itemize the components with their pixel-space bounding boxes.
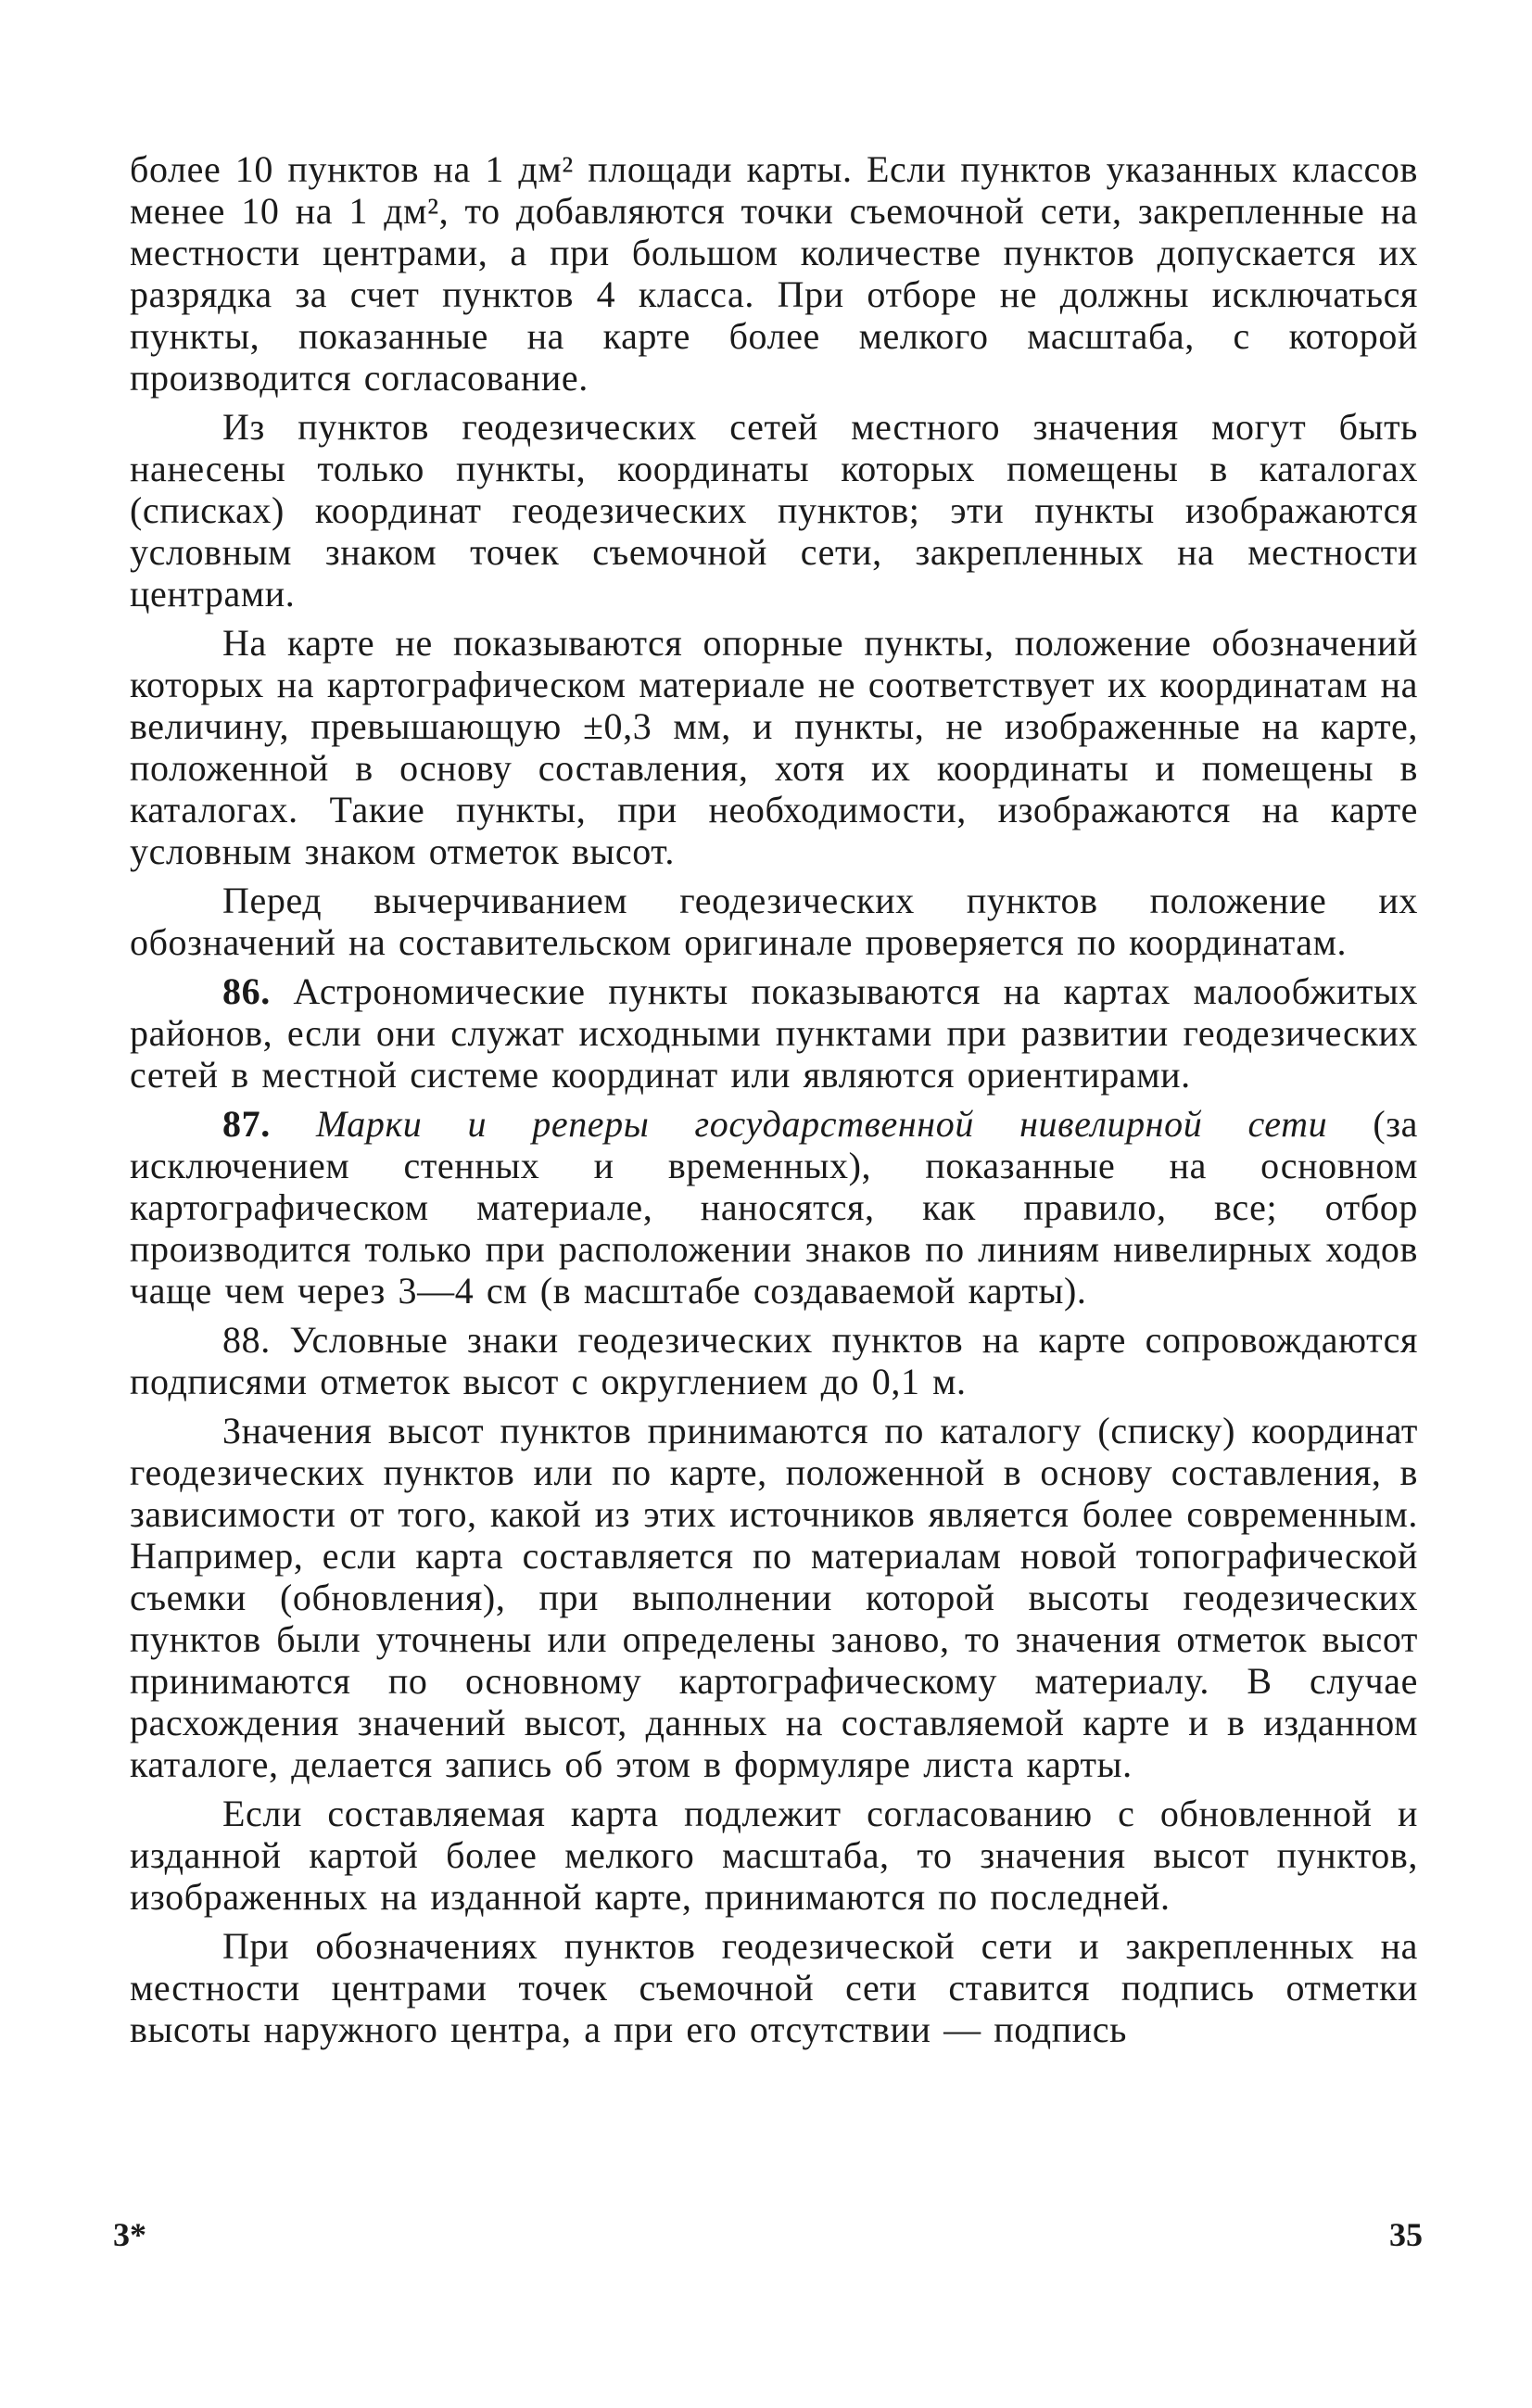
page-body [130, 148, 1418, 2058]
paragraph-8-text: Значения высот пунктов принимаются по каталогу (списку) координат геодезических пунктов или по карте, положенной в основу составления, в зависимости от того, какой из этих источников является более современным. Например, если карта составляется по материалам новой топографической съемки (обновления), при выполнении которой высоты геодезических пунктов были уточнены или определены заново, то значения отметок высот принимаются по основному картографическому материалу. В случае расхождения значений высот, данных на составляемой карте и в изданном каталоге, делается запись об этом в формуляре листа карты. [130, 1410, 1418, 1785]
section-86-text: Астрономические пункты показываются на картах малообжитых районов, если они служат исходными пунктами при развитии геодезических сетей в местной системе координат или являются ориентирами. [130, 970, 1418, 1096]
paragraph-1 [130, 148, 1418, 399]
paragraph-10-text: При обозначениях пунктов геодезической сети и закрепленных на местности центрами точек съемочной сети ставится подпись отметки высоты наружного центра, а при его отсутствии — подпись [130, 1925, 1418, 2050]
paragraph-9-text: Если составляемая карта подлежит согласованию с обновленной и изданной картой более мелкого масштаба, то значения высот пунктов, изображенных на изданной карте, принимаются по последней. [130, 1793, 1418, 1918]
paragraph-2-text: Из пунктов геодезических сетей местного значения могут быть нанесены только пункты, координаты которых помещены в каталогах (списках) координат геодезических пунктов; эти пункты изображаются условным знаком точек съемочной сети, закрепленных на местности центрами. [130, 406, 1418, 615]
paragraph-3 [130, 622, 1418, 872]
section-87-title: Марки и реперы государственной нивелирной сети [315, 1103, 1328, 1145]
paragraph-1-text: более 10 пунктов на 1 дм² площади карты. Если пунктов указанных классов менее 10 на 1 дм², то добавляются точки съемочной сети, закрепленные на местности центрами, а при большом количестве пунктов допускается их разрядка за счет пунктов 4 класса. При отборе не должны исключаться пункты, показанные на карте более мелкого масштаба, с которой производится согласование. [130, 148, 1418, 399]
section-87-text: (за исключением стенных и временных), показанные на основном картографическом материале, наносятся, как правило, все; отбор производится только при расположении знаков по линиям нивелирных ходов чаще чем через 3—4 см (в масштабе создаваемой карты). [130, 1103, 1418, 1312]
paragraph-2 [130, 406, 1418, 615]
signature-mark: 3* [113, 2216, 146, 2253]
paragraph-4 [130, 880, 1418, 963]
paragraph-4-text: Перед вычерчиванием геодезических пунктов положение их обозначений на составительском оригинале проверяется по координатам. [130, 880, 1418, 963]
paragraph-9 [130, 1793, 1418, 1918]
paragraph-8 [130, 1410, 1418, 1785]
section-88-text: Условные знаки геодезических пунктов на карте сопровождаются подписями отметок высот с округлением до 0,1 м. [130, 1319, 1418, 1402]
page-number: 35 [1389, 2216, 1423, 2253]
section-88-number: 88. [222, 1319, 271, 1361]
section-86 [130, 970, 1418, 1096]
paragraph-10 [130, 1925, 1418, 2050]
section-87-number: 87. [222, 1103, 271, 1145]
paragraph-3-text: На карте не показываются опорные пункты, положение обозначений которых на картографическом материале не соответствует их координатам на величину, превышающую ±0,3 мм, и пункты, не изображенные на карте, положенной в основу составления, хотя их координаты и помещены в каталогах. Такие пункты, при необходимости, изображаются на карте условным знаком отметок высот. [130, 622, 1418, 872]
section-86-number: 86. [222, 970, 271, 1012]
section-88 [130, 1319, 1418, 1402]
section-87 [130, 1103, 1418, 1312]
